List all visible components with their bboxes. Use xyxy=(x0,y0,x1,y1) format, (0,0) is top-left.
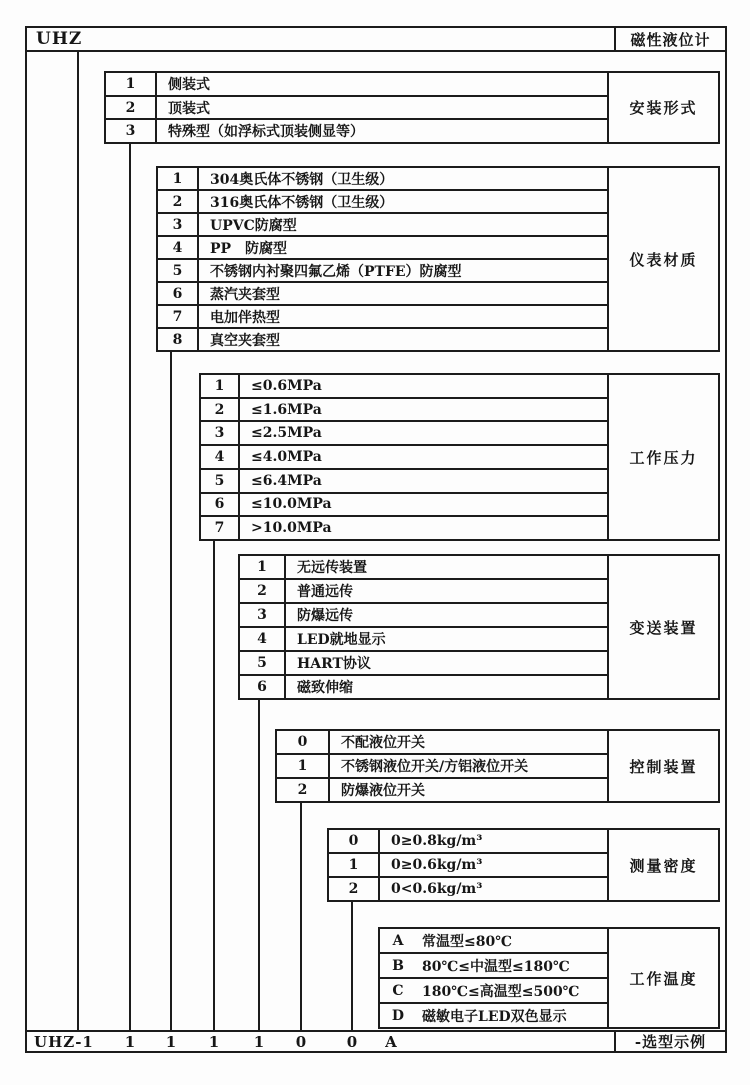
option-text: 不锈钢内衬聚四氟乙烯（PTFE）防腐型 xyxy=(210,263,462,280)
table-row xyxy=(158,237,607,260)
option-rows xyxy=(329,830,607,900)
option-code: 1 xyxy=(158,168,199,189)
option-text: 304奥氏体不锈钢（卫生级） xyxy=(210,171,394,188)
connector-line xyxy=(258,700,260,1031)
option-rows xyxy=(158,168,607,350)
option-text: ≤4.0MPa xyxy=(251,449,322,466)
table-row xyxy=(240,628,607,652)
option-code: D xyxy=(391,1007,405,1024)
group-label: 变送装置 xyxy=(607,556,718,698)
option-code: 7 xyxy=(158,306,199,327)
option-rows xyxy=(106,73,607,142)
example-digit: 1 xyxy=(253,1032,265,1051)
option-code: 3 xyxy=(158,214,199,235)
option-code: 2 xyxy=(329,878,380,900)
example-digit: 0 xyxy=(295,1032,307,1051)
option-code: 1 xyxy=(277,755,330,777)
table-row xyxy=(277,731,607,755)
option-code: 1 xyxy=(201,375,240,397)
option-text: ≤2.5MPa xyxy=(251,425,322,442)
table-row xyxy=(158,329,607,350)
group-label: 工作压力 xyxy=(607,375,718,539)
group-label: 工作温度 xyxy=(607,929,718,1027)
option-text: ≤0.6MPa xyxy=(251,377,322,394)
option-text: 普通远传 xyxy=(297,584,353,600)
option-text: 磁敏电子LED双色显示 xyxy=(422,1008,567,1025)
option-code: 6 xyxy=(158,283,199,304)
option-text: ≤1.6MPa xyxy=(251,401,322,418)
connector-line xyxy=(77,50,79,1031)
option-text: 不锈钢液位开关/方铝液位开关 xyxy=(341,759,529,775)
table-row xyxy=(158,306,607,329)
table-row xyxy=(201,446,607,470)
option-rows xyxy=(380,929,607,1027)
option-rows xyxy=(201,375,607,539)
example-row xyxy=(25,1030,727,1053)
connector-line xyxy=(213,541,215,1031)
table-row xyxy=(106,73,607,97)
table-row xyxy=(240,652,607,676)
option-text: 防爆液位开关 xyxy=(341,783,425,799)
option-code: 5 xyxy=(158,260,199,281)
option-rows xyxy=(277,731,607,801)
table-row xyxy=(240,580,607,604)
option-code: 2 xyxy=(277,779,330,801)
option-text: UPVC防腐型 xyxy=(210,217,297,234)
table-instrument-material xyxy=(156,166,720,352)
option-code: 5 xyxy=(201,470,240,492)
option-text: 无远传装置 xyxy=(297,560,367,576)
option-text: 电加伴热型 xyxy=(210,309,280,326)
option-text: 0≥0.6kg/m³ xyxy=(391,857,483,873)
table-installation-form xyxy=(104,71,720,144)
option-code: 1 xyxy=(106,73,157,95)
table-row xyxy=(201,517,607,539)
option-text: >10.0MPa xyxy=(251,520,332,537)
option-code: 8 xyxy=(158,329,199,350)
connector-line xyxy=(351,902,353,1031)
group-label: 仪表材质 xyxy=(607,168,718,350)
option-text: 0≥0.8kg/m³ xyxy=(391,833,483,849)
table-row xyxy=(240,604,607,628)
example-label: -选型示例 xyxy=(614,1032,725,1051)
table-control-device xyxy=(275,729,720,803)
table-row xyxy=(201,494,607,518)
option-text: 防爆远传 xyxy=(297,608,353,624)
table-row xyxy=(240,676,607,698)
table-row xyxy=(158,260,607,283)
option-code: 7 xyxy=(201,517,240,539)
option-code: 3 xyxy=(106,120,157,142)
option-code: 4 xyxy=(240,628,286,650)
option-code: 2 xyxy=(201,399,240,421)
table-row xyxy=(329,830,607,854)
example-prefix: UHZ-1 xyxy=(34,1032,94,1051)
example-code-area xyxy=(27,1032,614,1051)
example-digit: 1 xyxy=(208,1032,220,1051)
option-text: 常温型≤80℃ xyxy=(422,933,512,950)
option-text: 真空夹套型 xyxy=(210,332,280,349)
option-code: 2 xyxy=(106,97,157,119)
option-text: 特殊型（如浮标式顶装侧显等） xyxy=(168,124,364,141)
option-text: 180℃≤高温型≤500℃ xyxy=(422,983,580,1000)
table-transmitter-device xyxy=(238,554,720,700)
option-text: 蒸汽夹套型 xyxy=(210,286,280,303)
table-row xyxy=(201,470,607,494)
table-row xyxy=(329,878,607,900)
option-text: HART协议 xyxy=(297,656,371,672)
table-row xyxy=(380,954,607,979)
product-name: 磁性液位计 xyxy=(614,28,725,50)
option-text: 不配液位开关 xyxy=(341,735,425,751)
option-code: B xyxy=(392,957,404,974)
connector-line xyxy=(300,803,302,1031)
connector-line xyxy=(129,144,131,1031)
example-digit: A xyxy=(385,1032,397,1051)
option-code: 0 xyxy=(277,731,330,753)
model-code: UHZ xyxy=(36,29,83,49)
option-text: 侧装式 xyxy=(168,76,210,93)
option-text: 磁致伸缩 xyxy=(297,680,353,696)
option-code: 3 xyxy=(240,604,286,626)
example-digit: 1 xyxy=(124,1032,136,1051)
option-code: C xyxy=(392,982,404,999)
table-row xyxy=(277,755,607,779)
option-code: 2 xyxy=(240,580,286,602)
table-measuring-density xyxy=(327,828,720,902)
example-digit: 1 xyxy=(165,1032,177,1051)
option-rows xyxy=(240,556,607,698)
table-row xyxy=(201,399,607,423)
option-text: 顶装式 xyxy=(168,100,210,117)
option-text: 316奥氏体不锈钢（卫生级） xyxy=(210,194,394,211)
table-row xyxy=(158,214,607,237)
table-row xyxy=(106,120,607,142)
option-text: ≤10.0MPa xyxy=(251,496,332,513)
option-code: 4 xyxy=(158,237,199,258)
option-text: PP 防腐型 xyxy=(210,240,288,257)
option-code: 6 xyxy=(240,676,286,698)
table-row xyxy=(158,283,607,306)
example-digit: 0 xyxy=(346,1032,358,1051)
group-label: 控制装置 xyxy=(607,731,718,801)
table-row xyxy=(380,929,607,954)
table-row xyxy=(158,191,607,214)
option-code: 2 xyxy=(158,191,199,212)
option-code: 6 xyxy=(201,494,240,516)
table-row xyxy=(106,97,607,121)
group-label: 测量密度 xyxy=(607,830,718,900)
option-code: 4 xyxy=(201,446,240,468)
option-text: ≤6.4MPa xyxy=(251,472,322,489)
option-text: LED就地显示 xyxy=(297,632,386,648)
option-code: 5 xyxy=(240,652,286,674)
table-row xyxy=(158,168,607,191)
header-row xyxy=(25,26,727,52)
table-working-pressure xyxy=(199,373,720,541)
table-row xyxy=(201,375,607,399)
table-row xyxy=(380,1004,607,1027)
connector-line xyxy=(170,352,172,1031)
table-working-temperature xyxy=(378,927,720,1029)
group-label: 安装形式 xyxy=(607,73,718,142)
option-code: 3 xyxy=(201,422,240,444)
option-code: 1 xyxy=(240,556,286,578)
option-code: 1 xyxy=(329,854,380,876)
option-text: 0<0.6kg/m³ xyxy=(391,881,483,897)
option-code: A xyxy=(392,932,404,949)
option-code: 0 xyxy=(329,830,380,852)
table-row xyxy=(277,779,607,801)
table-row xyxy=(201,422,607,446)
option-text: 80℃≤中温型≤180℃ xyxy=(422,958,570,975)
table-row xyxy=(380,979,607,1004)
table-row xyxy=(329,854,607,878)
table-row xyxy=(240,556,607,580)
